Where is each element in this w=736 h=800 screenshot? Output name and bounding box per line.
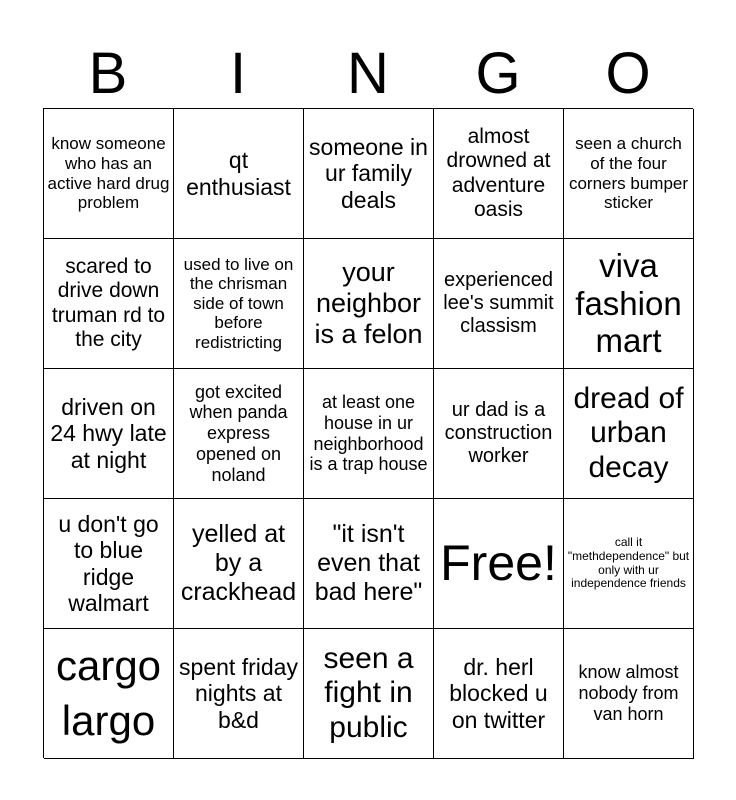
cell-text: used to live on the chrisman side of town before redistricting	[183, 254, 294, 352]
cell-text: scared to drive down truman rd to the city	[51, 255, 166, 351]
bingo-cell-r4c1[interactable]	[44, 499, 174, 629]
bingo-cell-r4c3[interactable]	[304, 499, 434, 629]
title-letter-g: G	[475, 41, 521, 106]
cell-text: call it "methdependence" but only with ur independence friends	[567, 534, 690, 591]
bingo-cell-r1c1[interactable]	[44, 109, 174, 239]
cell-text: qt enthusiast	[186, 147, 291, 200]
cell-text: know someone who has an active hard drug problem	[47, 134, 170, 213]
bingo-cell-r5c4[interactable]	[434, 629, 564, 759]
cell-text: got excited when panda express opened on noland	[189, 381, 288, 485]
title-letter-o: O	[605, 41, 651, 106]
bingo-title	[43, 40, 693, 108]
cell-text: u don't go to blue ridge walmart	[58, 510, 159, 616]
cell-text: yelled at by a crackhead	[180, 520, 297, 606]
cell-text: at least one house in ur neighborhood is a trap house	[309, 392, 428, 475]
cell-text: dread of urban decay	[573, 381, 684, 484]
title-letter-i: I	[229, 41, 247, 106]
cell-text: almost drowned at adventure oasis	[446, 125, 551, 221]
cell-text: seen a church of the four corners bumper sticker	[568, 134, 689, 213]
bingo-cell-r1c5[interactable]	[564, 109, 694, 239]
cell-text: someone in ur family deals	[309, 133, 428, 213]
bingo-card-grid	[43, 108, 693, 758]
bingo-cell-free[interactable]	[434, 499, 564, 629]
cell-text-free: Free!	[440, 534, 557, 591]
bingo-cell-r5c1[interactable]	[44, 629, 174, 759]
cell-text: your neighbor is a felon	[314, 256, 423, 350]
bingo-cell-r2c5[interactable]	[564, 239, 694, 369]
cell-text: dr. herl blocked u on twitter	[449, 653, 548, 733]
cell-text: experienced lee's summit classism	[443, 269, 554, 337]
title-letter-b: B	[88, 41, 128, 106]
bingo-cell-r3c5[interactable]	[564, 369, 694, 499]
bingo-cell-r2c3[interactable]	[304, 239, 434, 369]
bingo-cell-r4c2[interactable]	[174, 499, 304, 629]
bingo-cell-r3c1[interactable]	[44, 369, 174, 499]
title-letter-n: N	[347, 41, 389, 106]
bingo-cell-r1c2[interactable]	[174, 109, 304, 239]
bingo-cell-r5c2[interactable]	[174, 629, 304, 759]
cell-text: driven on 24 hwy late at night	[50, 393, 167, 473]
cell-text: know almost nobody from van horn	[578, 662, 679, 724]
bingo-cell-r5c3[interactable]	[304, 629, 434, 759]
bingo-cell-r2c2[interactable]	[174, 239, 304, 369]
cell-text: ur dad is a construction worker	[444, 399, 553, 467]
bingo-cell-r3c2[interactable]	[174, 369, 304, 499]
cell-text: seen a fight in public	[323, 641, 414, 744]
bingo-cell-r3c4[interactable]	[434, 369, 564, 499]
bingo-cell-r1c4[interactable]	[434, 109, 564, 239]
bingo-cell-r4c5[interactable]	[564, 499, 694, 629]
cell-text: viva fashion mart	[575, 246, 682, 360]
bingo-cell-r2c1[interactable]	[44, 239, 174, 369]
cell-text: cargo largo	[55, 641, 162, 744]
bingo-cell-r2c4[interactable]	[434, 239, 564, 369]
cell-text: "it isn't even that bad here"	[314, 520, 423, 606]
bingo-cell-r5c5[interactable]	[564, 629, 694, 759]
cell-text: spent friday nights at b&d	[179, 653, 298, 733]
bingo-cell-r3c3[interactable]	[304, 369, 434, 499]
bingo-cell-r1c3[interactable]	[304, 109, 434, 239]
